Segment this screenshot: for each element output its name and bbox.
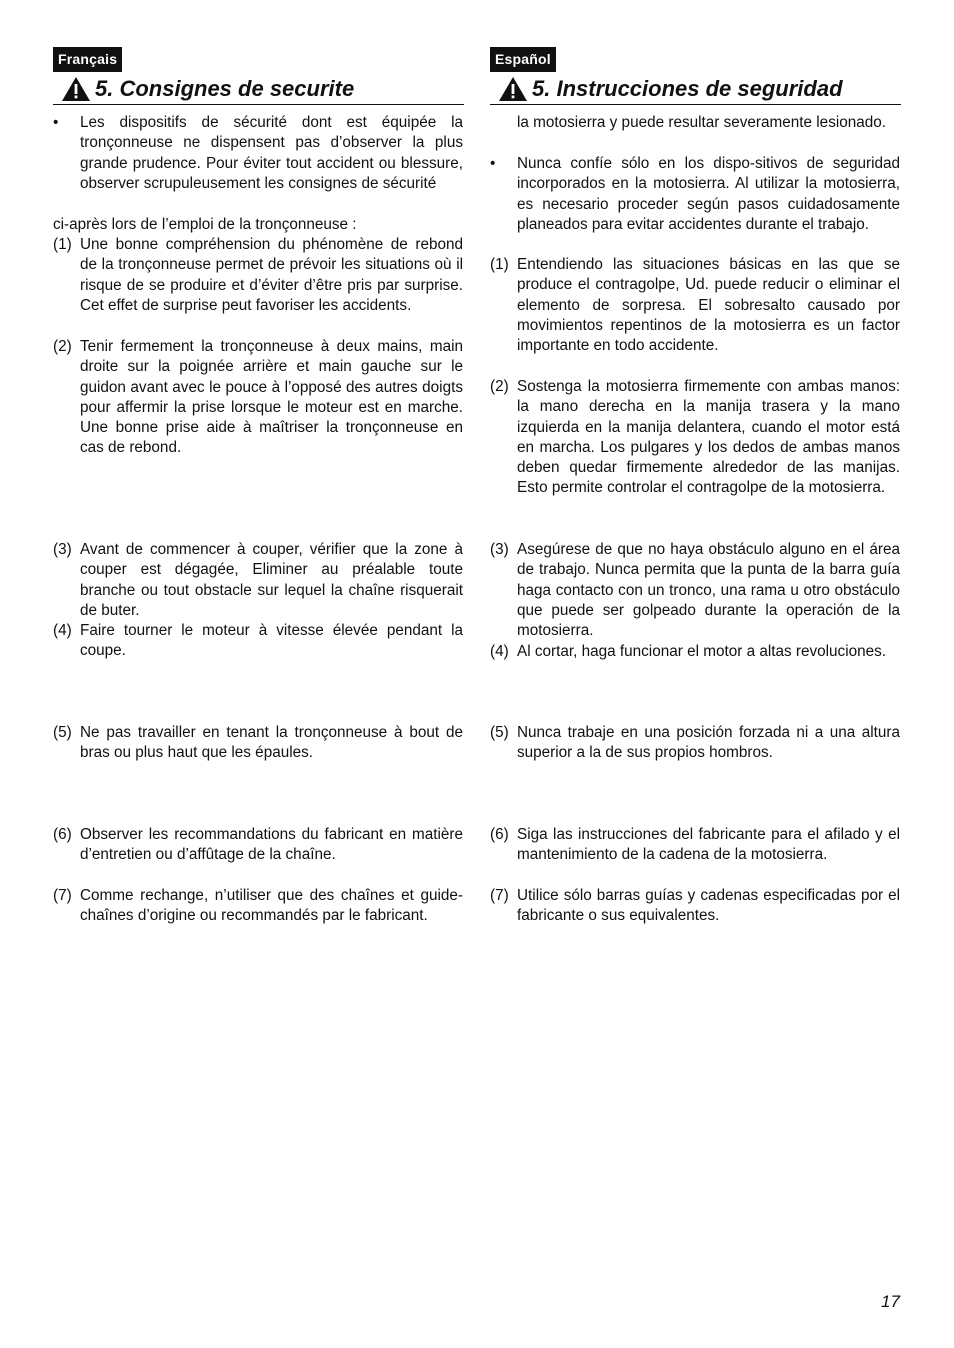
language-badge-french: Français	[53, 47, 122, 72]
heading-divider-french	[53, 104, 464, 105]
intro-bullet-french	[53, 113, 463, 194]
section-heading-french	[53, 74, 354, 104]
item-text: Faire tourner le moteur à vitesse élevée pendant la coupe.	[80, 622, 463, 660]
item-marker: (5)	[53, 724, 72, 741]
intro-bullet-spanish	[490, 154, 900, 235]
warning-triangle-icon	[61, 76, 91, 102]
section-title-spanish: 5. Instrucciones de seguridad	[532, 76, 843, 101]
item-marker: (4)	[490, 643, 509, 660]
item-text: Avant de commencer à couper, vérifier que la zone à couper est dégagée, Eliminer au préalable toute branche ou tout obstacle sur lequel la chaîne risquerait de buter.	[80, 541, 463, 619]
item-marker: (1)	[490, 256, 509, 273]
list-item	[53, 886, 463, 927]
item-text: Nunca trabaje en una posición forzada ni a una altura superior a la de sus propios hombros.	[517, 724, 900, 762]
heading-divider-spanish	[490, 104, 901, 105]
bullet-marker: •	[53, 114, 59, 131]
list-item	[53, 723, 463, 764]
item-marker: (2)	[490, 378, 509, 395]
list-item	[490, 825, 900, 866]
intro-continuation-french: ci-après lors de l’emploi de la tronçonneuse :	[53, 216, 357, 233]
item-text: Une bonne compréhension du phénomène de rebond de la tronçonneuse permet de prévoir les situations où il risque de se produire et d’éviter d’être pris par surprise. Cet effet de surprise peut favoriser les accidents.	[80, 236, 463, 314]
item-text: Siga las instrucciones del fabricante para el afilado y el mantenimiento de la cadena de la motosierra.	[517, 826, 900, 864]
item-marker: (1)	[53, 236, 72, 253]
list-item	[53, 621, 463, 662]
section-heading-spanish	[490, 74, 843, 104]
bullet-marker: •	[490, 155, 496, 172]
list-item	[53, 825, 463, 866]
item-text: Entendiendo las situaciones básicas en las que se produce el contragolpe, Ud. puede reducir o eliminar el elemento de sorpresa. El sobresalto causado por movimientos repentinos de la motosierra es un factor importante en todo accidente.	[517, 256, 900, 355]
language-badge-spanish: Español	[490, 47, 556, 72]
list-item	[53, 235, 463, 316]
item-text: Comme rechange, n’utiliser que des chaînes et guide-chaînes d’origine ou recommandés par le fabricant.	[80, 887, 463, 925]
item-marker: (6)	[53, 826, 72, 843]
item-marker: (3)	[490, 541, 509, 558]
item-text: Utilice sólo barras guías y cadenas especificadas por el fabricante o sus equivalentes.	[517, 887, 900, 925]
item-marker: (3)	[53, 541, 72, 558]
item-marker: (7)	[490, 887, 509, 904]
item-marker: (6)	[490, 826, 509, 843]
list-item	[490, 642, 900, 662]
item-text: Sostenga la motosierra firmemente con ambas manos: la mano derecha en la manija trasera y la mano izquierda en la manija delantera, cuando el motor está en marcha. Los pulgares y los dedos de ambas manos deben quedar firmemente alrededor de las manijas. Esto permite controlar el contragolpe de la motosierra.	[517, 378, 900, 497]
intro-text-spanish: Nunca confíe sólo en los dispo-sitivos de seguridad incorporados en la motosierra. Al utilizar la motosierra, es necesario proceder según pasos cuidadosamente planeados para evitar accidentes durante el trabajo.	[517, 155, 900, 233]
item-marker: (5)	[490, 724, 509, 741]
intro-text-french: Les dispositifs de sécurité dont est équipée la tronçonneuse ne dispensent pas d’observer la plus grande prudence. Pour éviter tout accident ou blessure, observer scrupuleusement les consignes de sécurité	[80, 114, 463, 192]
list-item	[490, 886, 900, 927]
section-title-french: 5. Consignes de securite	[95, 76, 355, 101]
list-item	[53, 540, 463, 621]
page-number: 17	[881, 1292, 900, 1311]
list-item	[490, 540, 900, 641]
item-marker: (7)	[53, 887, 72, 904]
list-item	[490, 723, 900, 764]
warning-triangle-icon	[498, 76, 528, 102]
item-text: Al cortar, haga funcionar el motor a altas revoluciones.	[517, 643, 887, 660]
item-text: Observer les recommandations du fabricant en matière d’entretien ou d’affûtage de la chaîne.	[80, 826, 463, 864]
list-item	[53, 337, 463, 459]
item-text: Asegúrese de que no haya obstáculo alguno en el área de trabajo. Nunca permita que la punta de la barra guía haga contacto con un tronco, una rama u otro obstáculo que puede ser golpeado durante la operación de la motosierra.	[517, 541, 900, 640]
list-item	[490, 377, 900, 499]
item-marker: (2)	[53, 338, 72, 355]
item-text: Ne pas travailler en tenant la tronçonneuse à bout de bras ou plus haut que les épaules.	[80, 724, 463, 762]
item-marker: (4)	[53, 622, 72, 639]
carryover-text-spanish: la motosierra y puede resultar severamente lesionado.	[517, 114, 887, 131]
list-item	[490, 255, 900, 356]
carryover-paragraph-spanish	[490, 113, 900, 133]
item-text: Tenir fermement la tronçonneuse à deux mains, main droite sur la poignée arrière et main gauche sur le guidon avant avec le pouce à l’opposé des autres doigts pour affermir la prise lorsque le moteur est en marche. Une bonne prise aide à maîtriser la tronçonneuse en cas de rebond.	[80, 338, 463, 457]
